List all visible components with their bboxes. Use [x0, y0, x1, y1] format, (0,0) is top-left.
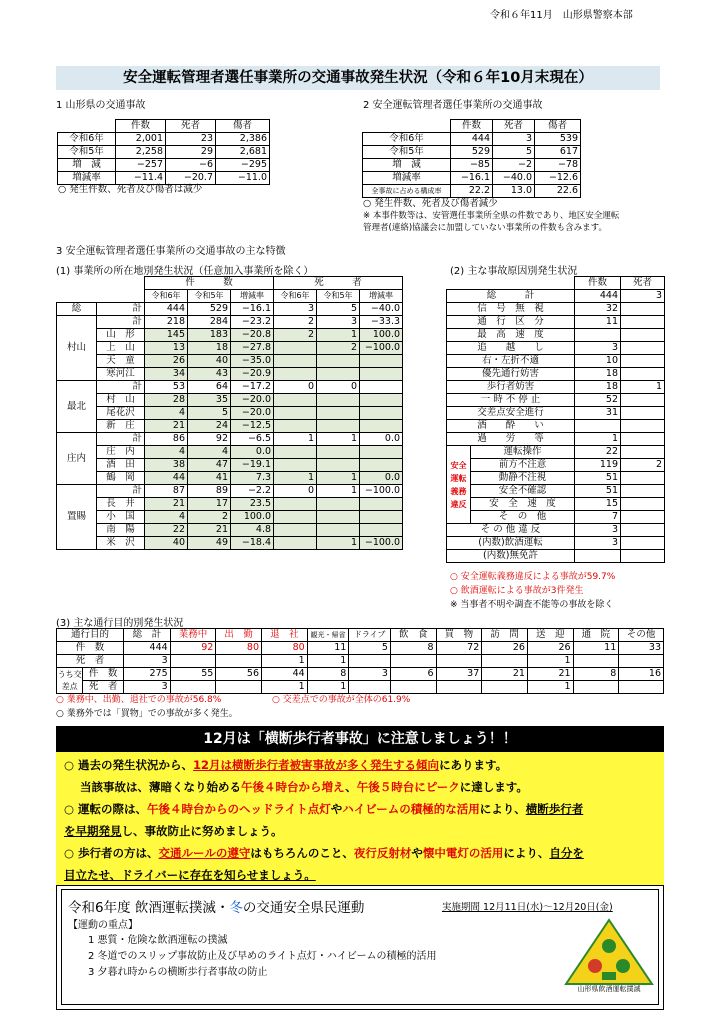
table-row: 通 行 区 分 11 — [447, 316, 665, 329]
table-row: 尾花沢 4 5 −20.0 — [57, 407, 403, 420]
table-row: 天 童 26 40 −35.0 — [57, 355, 403, 368]
cause-table: 件数 死者 総 計 444 3 信 号 無 視 32 通 行 区 分 11 最 高 速 度 追 越 し 3 右・左折不適 10 優先通行妨害 18 歩行者妨害 18 1 一 時 不 停 止 52 交差点安全進行 31 酒 酔 い 過 労 等 1 安全運転義務違反 運転操作 22 前方不注意 119 2 動静不注視 51 安全不確認 51 安 全 速 度 15 そ の 他 7 そ の 他 違 反 3 (内数)飲酒運転 3 (内数)無免許 — [446, 276, 665, 563]
s2-table: 件数 死者 傷者 令和6年 444 3 539 令和5年 529 5 617 増 減 −85 −2 −78 増減率 −16.1 −40.0 −12.6 全事故に占める構成率 22.2 13.0 22.6 — [362, 119, 581, 198]
table-row: 米 沢 40 49 −18.4 1 −100.0 — [57, 537, 403, 550]
table-row: 令和6年 2,001 23 2,386 — [58, 133, 270, 146]
t2-note: ○ 飲酒運転による事故が3件発生 — [450, 586, 584, 596]
s1-table: 件数 死者 傷者 令和6年 2,001 23 2,386 令和5年 2,258 29 2,681 増 減 −257 −6 −295 増減率 −11.4 −20.7 −11.0 — [57, 119, 270, 185]
table-row: 長 井 21 17 23.5 — [57, 498, 403, 511]
table-row: 最 高 速 度 — [447, 329, 665, 342]
table-row: 鶴 岡 44 41 7.3 1 1 0.0 — [57, 472, 403, 485]
header — [490, 6, 633, 21]
t3-note: ○ 交差点での事故が全体の61.9% — [272, 695, 411, 705]
table-row: 増 減 −257 −6 −295 — [58, 159, 270, 172]
s1-title: 1 山形県の交通事故 — [56, 100, 146, 111]
table-row: 通行目的 総 計 業務中 出 勤 退 社 観光・帰省 ドライブ 飲 食 買 物 訪 問 送 迎 通 院 その他 — [57, 629, 664, 642]
table-row: 追 越 し 3 — [447, 342, 665, 355]
table-row: そ の 他 違 反 3 — [447, 524, 665, 537]
table-row: 交差点安全進行 31 — [447, 407, 665, 420]
t2-note: ○ 安全運転義務違反による事故が59.7% — [450, 572, 616, 582]
warning-box: ○ 過去の発生状況から、12月は横断歩行者被害事故が多く発生する傾向にあります。 当該事故は、薄暗くなり始める午後４時台から増え、午後５時台にピークに達します。 ○ 運転の際は、午後４時台からのヘッドライト点灯やハイビームの積極的な活用により、横断歩行者 を早期発見し、事故防止に努めましょう。 ○ 歩行者の方は、交通ルールの遵守はもちろんのこと、夜行反射材や懐中電灯の活用により、自分を 目立たせ、ドライバーに存在を知らせましょう。 — [56, 752, 664, 885]
region-table: 件 数 死 者 令和6年 令和5年 増減率 令和6年 令和5年 増減率 総 計 444 529 −16.1 3 5 −40.0 村山 計 218 284 −23.2 2 3 −33.3 山 形 145 183 −20.8 2 1 100.0 上 山 13 18 −27.8 2 −100.0 天 童 26 40 −35.0 寒河江 34 43 −20.9 最北 計 53 64 −17.2 0 0 村 山 28 35 −20.0 尾花沢 4 5 −20.0 新 庄 21 24 −12.5 庄内 計 86 92 −6.5 1 1 0.0 庄 内 4 4 0.0 酒 田 38 47 −19.1 鶴 岡 44 41 7.3 1 1 0.0 置賜 計 87 89 −2.2 0 1 −100.0 長 井 21 17 23.5 小 国 4 2 100.0 南 陽 22 21 4.8 米 沢 40 49 −18.4 1 −100.0 — [56, 276, 403, 550]
table-row: 増減率 −16.1 −40.0 −12.6 — [363, 172, 581, 185]
table-row: 山 形 145 183 −20.8 2 1 100.0 — [57, 329, 403, 342]
table-row: 総 計 444 529 −16.1 3 5 −40.0 — [57, 303, 403, 316]
s2-note: ※ 本事件数等は、安管選任事業所全県の件数であり、地区安全運転 — [363, 211, 620, 221]
table-row: 前方不注意 119 2 — [447, 459, 665, 472]
table-row: (内数)飲酒運転 3 — [447, 537, 665, 550]
header-date: 令和６年11月 — [490, 10, 553, 21]
t3-note: ○ 業務外では「買物」での事故が多く発生。 — [56, 709, 238, 719]
campaign-logo — [562, 916, 656, 996]
table-row: 右・左折不適 10 — [447, 355, 665, 368]
table-row: (内数)無免許 — [447, 550, 665, 563]
table-row: 置賜 計 87 89 −2.2 0 1 −100.0 — [57, 485, 403, 498]
s2-note: ○ 発生件数、死者及び傷者減少 — [363, 198, 498, 209]
table-row: 過 労 等 1 — [447, 433, 665, 446]
table-row: 新 庄 21 24 −12.5 — [57, 420, 403, 433]
table-row: 安全不確認 51 — [447, 485, 665, 498]
s2-note: 管理者(連絡)協議会に加盟していない事業所の件数も含みます。 — [363, 223, 607, 233]
table-row: 村 山 28 35 −20.0 — [57, 394, 403, 407]
table-row: 令和5年 2,258 29 2,681 — [58, 146, 270, 159]
s2-title: 2 安全運転管理者選任事業所の交通事故 — [363, 100, 543, 111]
s1-note: ○ 発生件数、死者及び傷者は減少 — [58, 184, 203, 195]
table-row: 令和5年 529 5 617 — [363, 146, 581, 159]
t3-note: ○ 業務中、出勤、退社での事故が56.8% — [56, 695, 222, 705]
purpose-table — [56, 628, 664, 694]
table-row: 酒 酔 い — [447, 420, 665, 433]
table-row: 増減率 −11.4 −20.7 −11.0 — [58, 172, 270, 185]
table-row: 歩行者妨害 18 1 — [447, 381, 665, 394]
campaign-box — [56, 885, 664, 1010]
table-row: 件 数 444 92 80 80 11 5 8 72 26 26 11 33 — [57, 642, 664, 655]
table-row: 酒 田 38 47 −19.1 — [57, 459, 403, 472]
table-row: 総 計 444 3 — [447, 290, 665, 303]
table-row: 村山 計 218 284 −23.2 2 3 −33.3 — [57, 316, 403, 329]
logo-text: 山形県飲酒運転撲滅 — [577, 985, 641, 993]
table-row: 庄 内 4 4 0.0 — [57, 446, 403, 459]
list-item: 2 冬道でのスリップ事故防止及び早めのライト点灯・ハイビームの積極的活用 — [88, 951, 437, 962]
table-row: 安全運転義務違反 運転操作 22 — [447, 446, 665, 459]
table-row: 死 者 3 1 1 1 — [57, 655, 664, 668]
table-row: 全事故に占める構成率 22.2 13.0 22.6 — [363, 185, 581, 198]
table-row: そ の 他 7 — [447, 511, 665, 524]
table-row: 安 全 速 度 15 — [447, 498, 665, 511]
table-row: 寒河江 34 43 −20.9 — [57, 368, 403, 381]
table-row: 令和6年 444 3 539 — [363, 133, 581, 146]
list-item: 1 悪質・危険な飲酒運転の撲滅 — [88, 935, 228, 946]
table-row: 増 減 −85 −2 −78 — [363, 159, 581, 172]
table-row: 上 山 13 18 −27.8 2 −100.0 — [57, 342, 403, 355]
table-row: 南 陽 22 21 4.8 — [57, 524, 403, 537]
table-row: 優先通行妨害 18 — [447, 368, 665, 381]
campaign-period: 実施期間 12月11日(水)～12月20日(金) — [442, 902, 613, 913]
warning-banner: 12月は「横断歩行者事故」に注意しましょう！！ — [56, 726, 664, 752]
list-item: 3 夕暮れ時からの横断歩行者事故の防止 — [88, 967, 268, 978]
table-row: 信 号 無 視 32 — [447, 303, 665, 316]
t2-note: ※ 当事者不明や調査不能等の事故を除く — [450, 600, 614, 610]
s3-title: 3 安全運転管理者選任事業所の交通事故の主な特徴 — [56, 246, 286, 257]
t1-title: (1) 事業所の所在地別発生状況（任意加入事業所を除く） — [56, 266, 314, 277]
t2-title: (2) 主な事故原因別発生状況 — [450, 266, 578, 277]
table-row: 死 者 3 1 1 1 — [57, 681, 664, 694]
t3-title: (3) 主な通行目的別発生状況 — [56, 618, 184, 629]
table-row: うち交差点 件 数 275 55 56 44 8 3 6 37 21 21 8 16 — [57, 668, 664, 681]
table-row: 一 時 不 停 止 52 — [447, 394, 665, 407]
table-row: 小 国 4 2 100.0 — [57, 511, 403, 524]
campaign-title: 令和6年度 飲酒運転撲滅・冬の交通安全県民運動 — [68, 900, 365, 916]
table-row: 動静不注視 51 — [447, 472, 665, 485]
page-title: 安全運転管理者選任事業所の交通事故発生状況（令和６年10月末現在） — [56, 66, 660, 90]
table-row: 庄内 計 86 92 −6.5 1 1 0.0 — [57, 433, 403, 446]
table-row: 最北 計 53 64 −17.2 0 0 — [57, 381, 403, 394]
campaign-focus: 【運動の重点】 — [68, 920, 138, 931]
header-org: 山形県警察本部 — [562, 10, 633, 21]
